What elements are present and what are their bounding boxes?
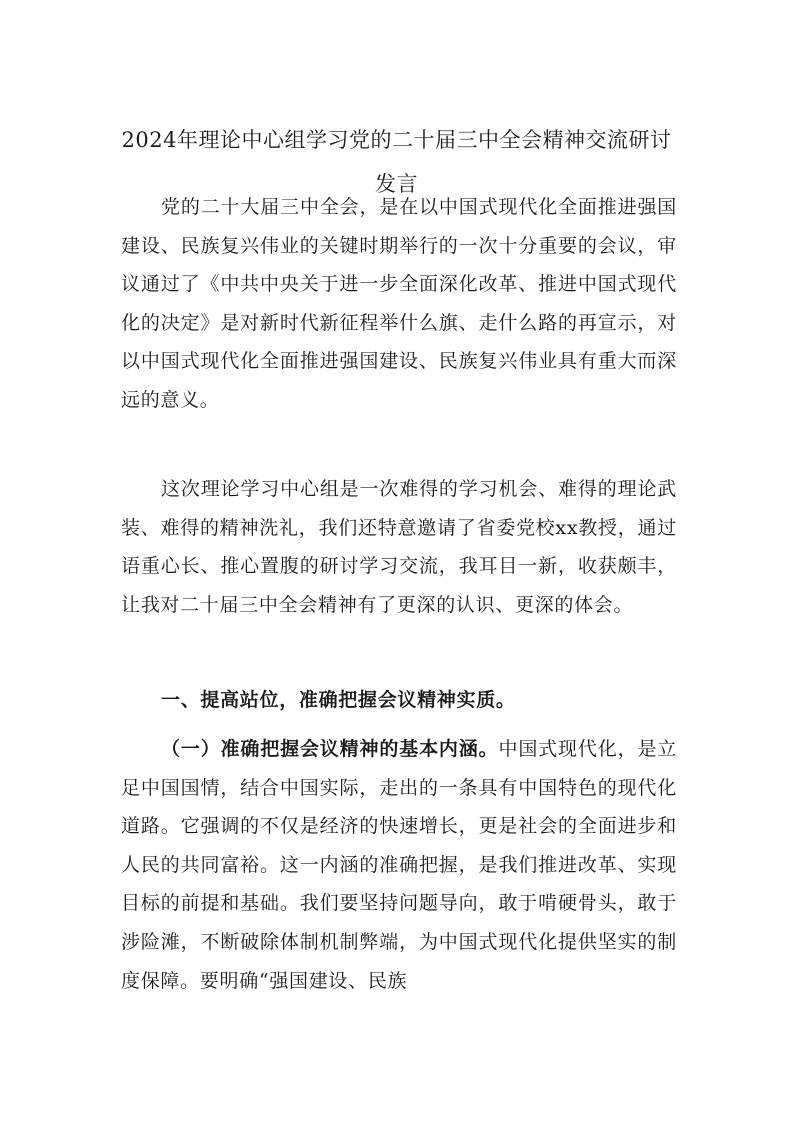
section-heading-1: 一、提高站位，准确把握会议精神实质。 [161, 689, 516, 711]
document-title-line2: 发言 [375, 172, 418, 196]
paragraph-study: 这次理论学习中心组是一次难得的学习机会、难得的理论武装、难得的精神洗礼，我们还特意邀请了省委党校xx教授，通过语重心长、推心置腹的研讨学习交流，我耳目一新，收获颇丰，让我对二十届三中全会精神有了更深的认识、更深的体会。 [121, 478, 677, 616]
paragraph-section-1-1 [121, 730, 677, 1000]
paragraph-intro: 党的二十大届三中全会，是在以中国式现代化全面推进强国建设、民族复兴伟业的关键时期举行的一次十分重要的会议，审议通过了《中共中央关于进一步全面深化改革、推进中国式现代化的决定》是对新时代新征程举什么旗、走什么路的再宣示，对以中国式现代化全面推进强国建设、民族复兴伟业具有重大而深远的意义。 [121, 196, 677, 411]
document-title-line1: 2024年理论中心组学习党的二十届三中全会精神交流研讨 [121, 128, 672, 152]
subsection-body: 中国式现代化，是立足中国国情，结合中国实际，走出的一条具有中国特色的现代化道路。它强调的不仅是经济的快速增长，更是社会的全面进步和人民的共同富裕。这一内涵的准确把握，是我们推进改革、实现目标的前提和基础。我们要坚持问题导向，敢于啃硬骨头，敢于涉险滩，不断破除体制机制弊端，为中国式现代化提供坚实的制度保障。要明确“强国建设、民族 [121, 738, 677, 992]
subsection-lead: （一）准确把握会议精神的基本内涵。 [161, 738, 499, 760]
